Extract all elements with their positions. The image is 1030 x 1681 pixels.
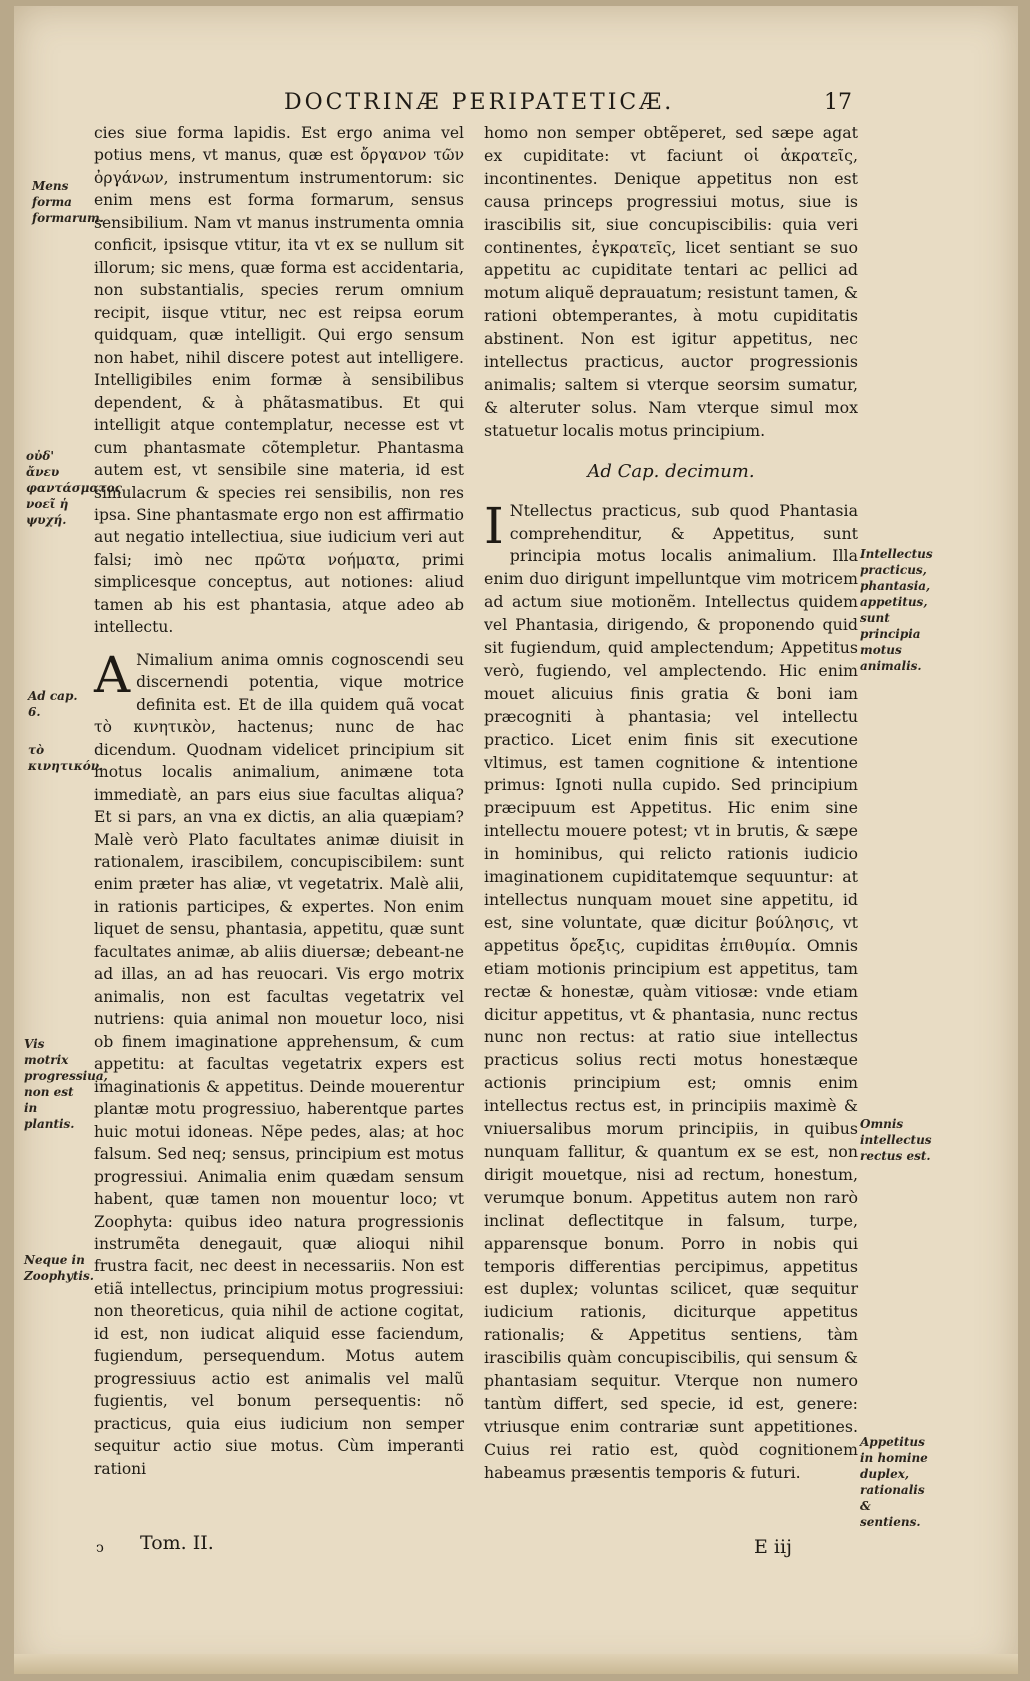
margin-note: Appetitus in homine duplex, rationalis & sentiens. bbox=[860, 1435, 928, 1529]
left-column bbox=[94, 122, 464, 1480]
section-heading: Ad Cap. decimum. bbox=[587, 460, 755, 482]
book-page bbox=[14, 6, 1018, 1674]
volume-signature: Tom. II. bbox=[140, 1532, 214, 1554]
footer-mark: ↄ bbox=[96, 1540, 104, 1556]
paragraph: cies siue forma lapidis. Est ergo anima vel potius mens, vt manus, quæ est ὄργανον τῶν ὀργάνων, instrumentum instrumentorum: sic enim mens est forma formarum, sensus sensibilium. Nam vt manus instrumenta omnia conficit, ipsisque vtitur, ita vt ex se nullum sit illorum; sic mens, quæ forma est accidentaria, non substantialis, species rerum omnium recipit, iisque vtitur, nec est reipsa eorum quidquam, quæ intelligit. Qui ergo sensum non habet, nihil discere potest aut intelligere. Intelligibiles enim formæ à sensibilibus dependent, & à phãtasmatibus. Et qui intelligit atque contemplatur, necesse est vt cum phantasmate cõtempletur. Phantasma autem est, vt sensibile sine materia, id est simulacrum & species rei sensibilis, non res ipsa. Sine phantasmate ergo non est affirmatio aut negatio intellectiua, siue iudicium veri aut falsi; imò nec πρῶτα νοήματα, primi simplicesque conceptus, aut notiones: aliud tamen ab his est phantasia, atque adeo ab intellectu. bbox=[94, 124, 464, 637]
paragraph: homo non semper obtẽperet, sed sæpe agat ex cupiditate: vt faciunt οἱ ἀκρατεῖς, incontinentes. Denique appetitus non est causa princeps progressiui motus, siue is irascibilis sit, siue concupiscibilis: quia veri continentes, ἐγκρατεῖς, licet sentiant se suo appetitu ac cupiditate tentari ac pellici ad motum aliquẽ deprauatum; resistunt tamen, & rationi obtemperantes, à motu cupiditatis abstinent. Non est igitur appetitus, nec intellectus practicus, auctor progressionis animalis; saltem si vterque seorsim sumatur, & alteruter solus. Nam vterque simul mox statuetur localis motus principium. bbox=[484, 123, 858, 440]
signature-mark: E iij bbox=[754, 1536, 792, 1558]
margin-note: Ad cap. 6. bbox=[28, 689, 78, 719]
running-header: DOCTRINÆ PERIPATETICÆ. bbox=[284, 90, 675, 115]
paragraph: INtellectus practicus, sub quod Phantasia comprehenditur, & Appetitus, sunt principia motus localis animalium. Illa enim duo dirigunt impelluntque vim motricem ad actum siue motionẽm. Intellectus quidem vel Phantasia, dirigendo, & proponendo quid sit fugiendum, quid amplectendum; Appetitus verò, fugiendo, vel amplectendo. Hic enim mouet alicuius finis gratia & boni iam præcogniti à phantasia; vel intellectu practico. Licet enim finis sit executione vltimus, est tamen cognitione & intentione primus: Ignoti nulla cupido. Sed principium præcipuum est Appetitus. Hic enim sine intellectu mouere potest; vt in brutis, & sæpe in hominibus, qui relicto rationis iudicio imaginationem cupiditatemque sequuntur: at intellectus nunquam mouet sine appetitu, id est, sine voluntate, quæ dicitur βούλησις, vt appetitus ὄρεξις, cupiditas ἐπιθυμία. Omnis etiam motionis principium est appetitus, tam rectæ & honestæ, quàm vitiosæ: vnde etiam dicitur appetitus, vt & phantasia, nunc rectus nunc non rectus: at ratio siue intellectus practicus solius recti motus honestæque actionis principium est; omnis enim intellectus rectus est, in principiis maximè & vniuersalibus morum principiis, in quibus nunquam fallitur, & quantum ex se est, non dirigit mouetque, nisi ad rectum, honestum, verumque bonum. Appetitus autem non rarò inclinat deflectitque in falsum, turpe, apparensque bonum. Porro in nobis qui temporis differentias percipimus, appetitus est duplex; voluntas scilicet, quæ sequitur iudicium rationis, diciturque appetitus rationalis; & Appetitus sentiens, tàm irascibilis quàm concupiscibilis, qui sensum & phantasiam sequitur. Vterque non numero tantùm differt, sed specie, id est, genere: vtriusque enim contrariæ sunt appetitiones. Cuius rei ratio est, quòd cognitionem habeamus præsentis temporis & futuri. bbox=[484, 496, 858, 1482]
margin-note: Omnis intellectus rectus est. bbox=[860, 1117, 932, 1163]
margin-note: Intellectus practicus, phantasia, appetitus, sunt principia motus animalis. bbox=[860, 547, 933, 673]
margin-note: Vis motrix progressiua, non est in plantis. bbox=[24, 1037, 108, 1131]
paragraph: ANimalium anima omnis cognoscendi seu discernendi potentia, vique motrice definita est. Et de illa quidem quã vocat τὸ κινητικὸν, hactenus; nunc de hac dicendum. Quodnam videlicet principium sit motus localis animalium, animæne tota immediatè, an pars eius siue facultas aliqua? Et si pars, an vna ex dictis, an alia quæpiam? Malè verò Plato facultates animæ diuisit in rationalem, irascibilem, concupiscibilem: sunt enim præter has aliæ, vt vegetatrix. Malè alii, in rationis participes, & expertes. Non enim liquet de sensu, phantasia, appetitu, quæ sunt facultates animæ, ab aliis diuersæ; debeant-ne ad illas, an ad has reuocari. Vis ergo motrix animalis, non est facultas vegetatrix vel nutriens: quia animal non mouetur loco, nisi ob finem imaginatione apprehensum, & cum appetitu: at facultas vegetatrix expers est imaginationis & appetitus. Deinde mouerentur plantæ motu progressiuo, haberentque partes huic motui idoneas. Nẽpe pedes, alas; at hoc falsum. Sed neq; sensus, principium est motus progressiui. Animalia enim quædam sensum habent, quæ tamen non mouentur loco; vt Zoophyta: quibus ideo natura progressionis instrumẽta denegauit, quæ alioqui nihil frustra facit, nec deest in necessariis. Non est etiã intellectus, principium motus progressiui: non theoreticus, quia nihil de actione cogitat, id est, non iudicat aliquid esse faciendum, fugiendum, persequendum. Motus autem progressiuus actio est animalis vel malũ fugientis, vel bonum persequentis: nõ practicus, quia eius iudicium non semper sequitur actio siue motus. Cùm imperanti rationi bbox=[94, 645, 464, 1478]
page-number: 17 bbox=[824, 90, 852, 115]
right-column bbox=[484, 122, 858, 1485]
margin-note: Neque in Zoophytis. bbox=[24, 1253, 94, 1283]
page-edge bbox=[14, 1654, 1018, 1674]
margin-note: Mens forma formarum. bbox=[32, 179, 104, 225]
margin-note: τὸ κινητικόν. bbox=[28, 743, 104, 773]
margin-note: οὐδ' ἄνευ φαντάσματος νοεῖ ἡ ψυχή. bbox=[26, 449, 122, 527]
